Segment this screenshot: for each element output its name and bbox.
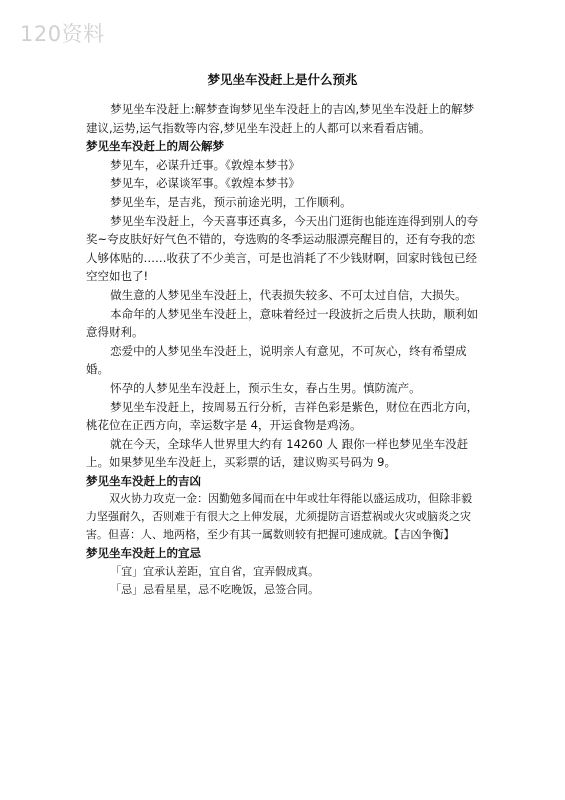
intro-paragraph: 梦见坐车没赶上:解梦查询梦见坐车没赶上的吉凶,梦见坐车没赶上的解梦建议,运势,运气指数等内容,梦见坐车没赶上的人都可以来看看店铺。 [86,102,475,135]
document-body [86,100,482,599]
list-item-yi: 「宜」宜承认差距，宜自省，宜弄假成真。 [110,565,320,579]
watermark: 120资料 [20,22,105,46]
section-heading-zhougong: 梦见坐车没赶上的周公解梦 [86,139,224,154]
paragraph: 梦见坐车没赶上，按周易五行分析，吉祥色彩是紫色，财位在西北方向，桃花位在正西方向，幸运数字是 4，开运食物是鸡汤。 [86,399,479,433]
page-title: 梦见坐车没赶上是什么预兆 [207,72,358,87]
paragraph: 本命年的人梦见坐车没赶上，意味着经过一段波折之后贵人扶助，顺利如意得财利。 [86,306,479,340]
paragraph: 怀孕的人梦见坐车没赶上，预示生女，春占生男。慎防流产。 [110,380,421,395]
section-heading-jixiong: 梦见坐车没赶上的吉凶 [86,473,201,488]
paragraph: 梦见坐车，是吉兆，预示前途光明，工作顺利。 [110,194,352,209]
paragraph: 梦见坐车没赶上，今天喜事还真多，今天出门逛街也能连连得到别人的夸奖~夸皮肤好好气色不错的，夸选购的冬季运动服漂亮醒目的，还有夸我的恋人够体贴的……收获了不少美言，可是也消耗了不少钱财啊，回家时钱包已经空空如也了! [86,213,479,284]
paragraph: 梦见车，必谋升迁事。《敦煌本梦书》 [110,157,300,172]
paragraph: 梦见车，必谋谈军事。《敦煌本梦书》 [110,176,300,191]
paragraph: 双火协力攻克一金：因勤勉多闻而在中年或壮年得能以盛运成功，但除非毅力坚强耐久，否则难于有很大之上伸发展，尤须提防言语惹祸或火灾或脑炎之灾害。但喜：人、地两格，至少有其一属数则较有把握可速成就。【吉凶争衡】 [86,492,473,542]
paragraph: 做生意的人梦见坐车没赶上，代表损失较多、不可太过自信，大损失。 [110,287,467,302]
paragraph: 就在今天，全球华人世界里大约有 14260 人 跟你一样也梦见坐车没赶上。如果梦见坐车没赶上，买彩票的话，建议购买号码为 9。 [86,436,469,470]
list-item-ji: 「忌」忌看星星，忌不吃晚饭，忌签合同。 [110,583,320,597]
paragraph: 恋爱中的人梦见坐车没赶上，说明亲人有意见，不可灰心，终有希望成婚。 [86,343,467,377]
section-heading-yiji: 梦见坐车没赶上的宜忌 [86,546,201,561]
